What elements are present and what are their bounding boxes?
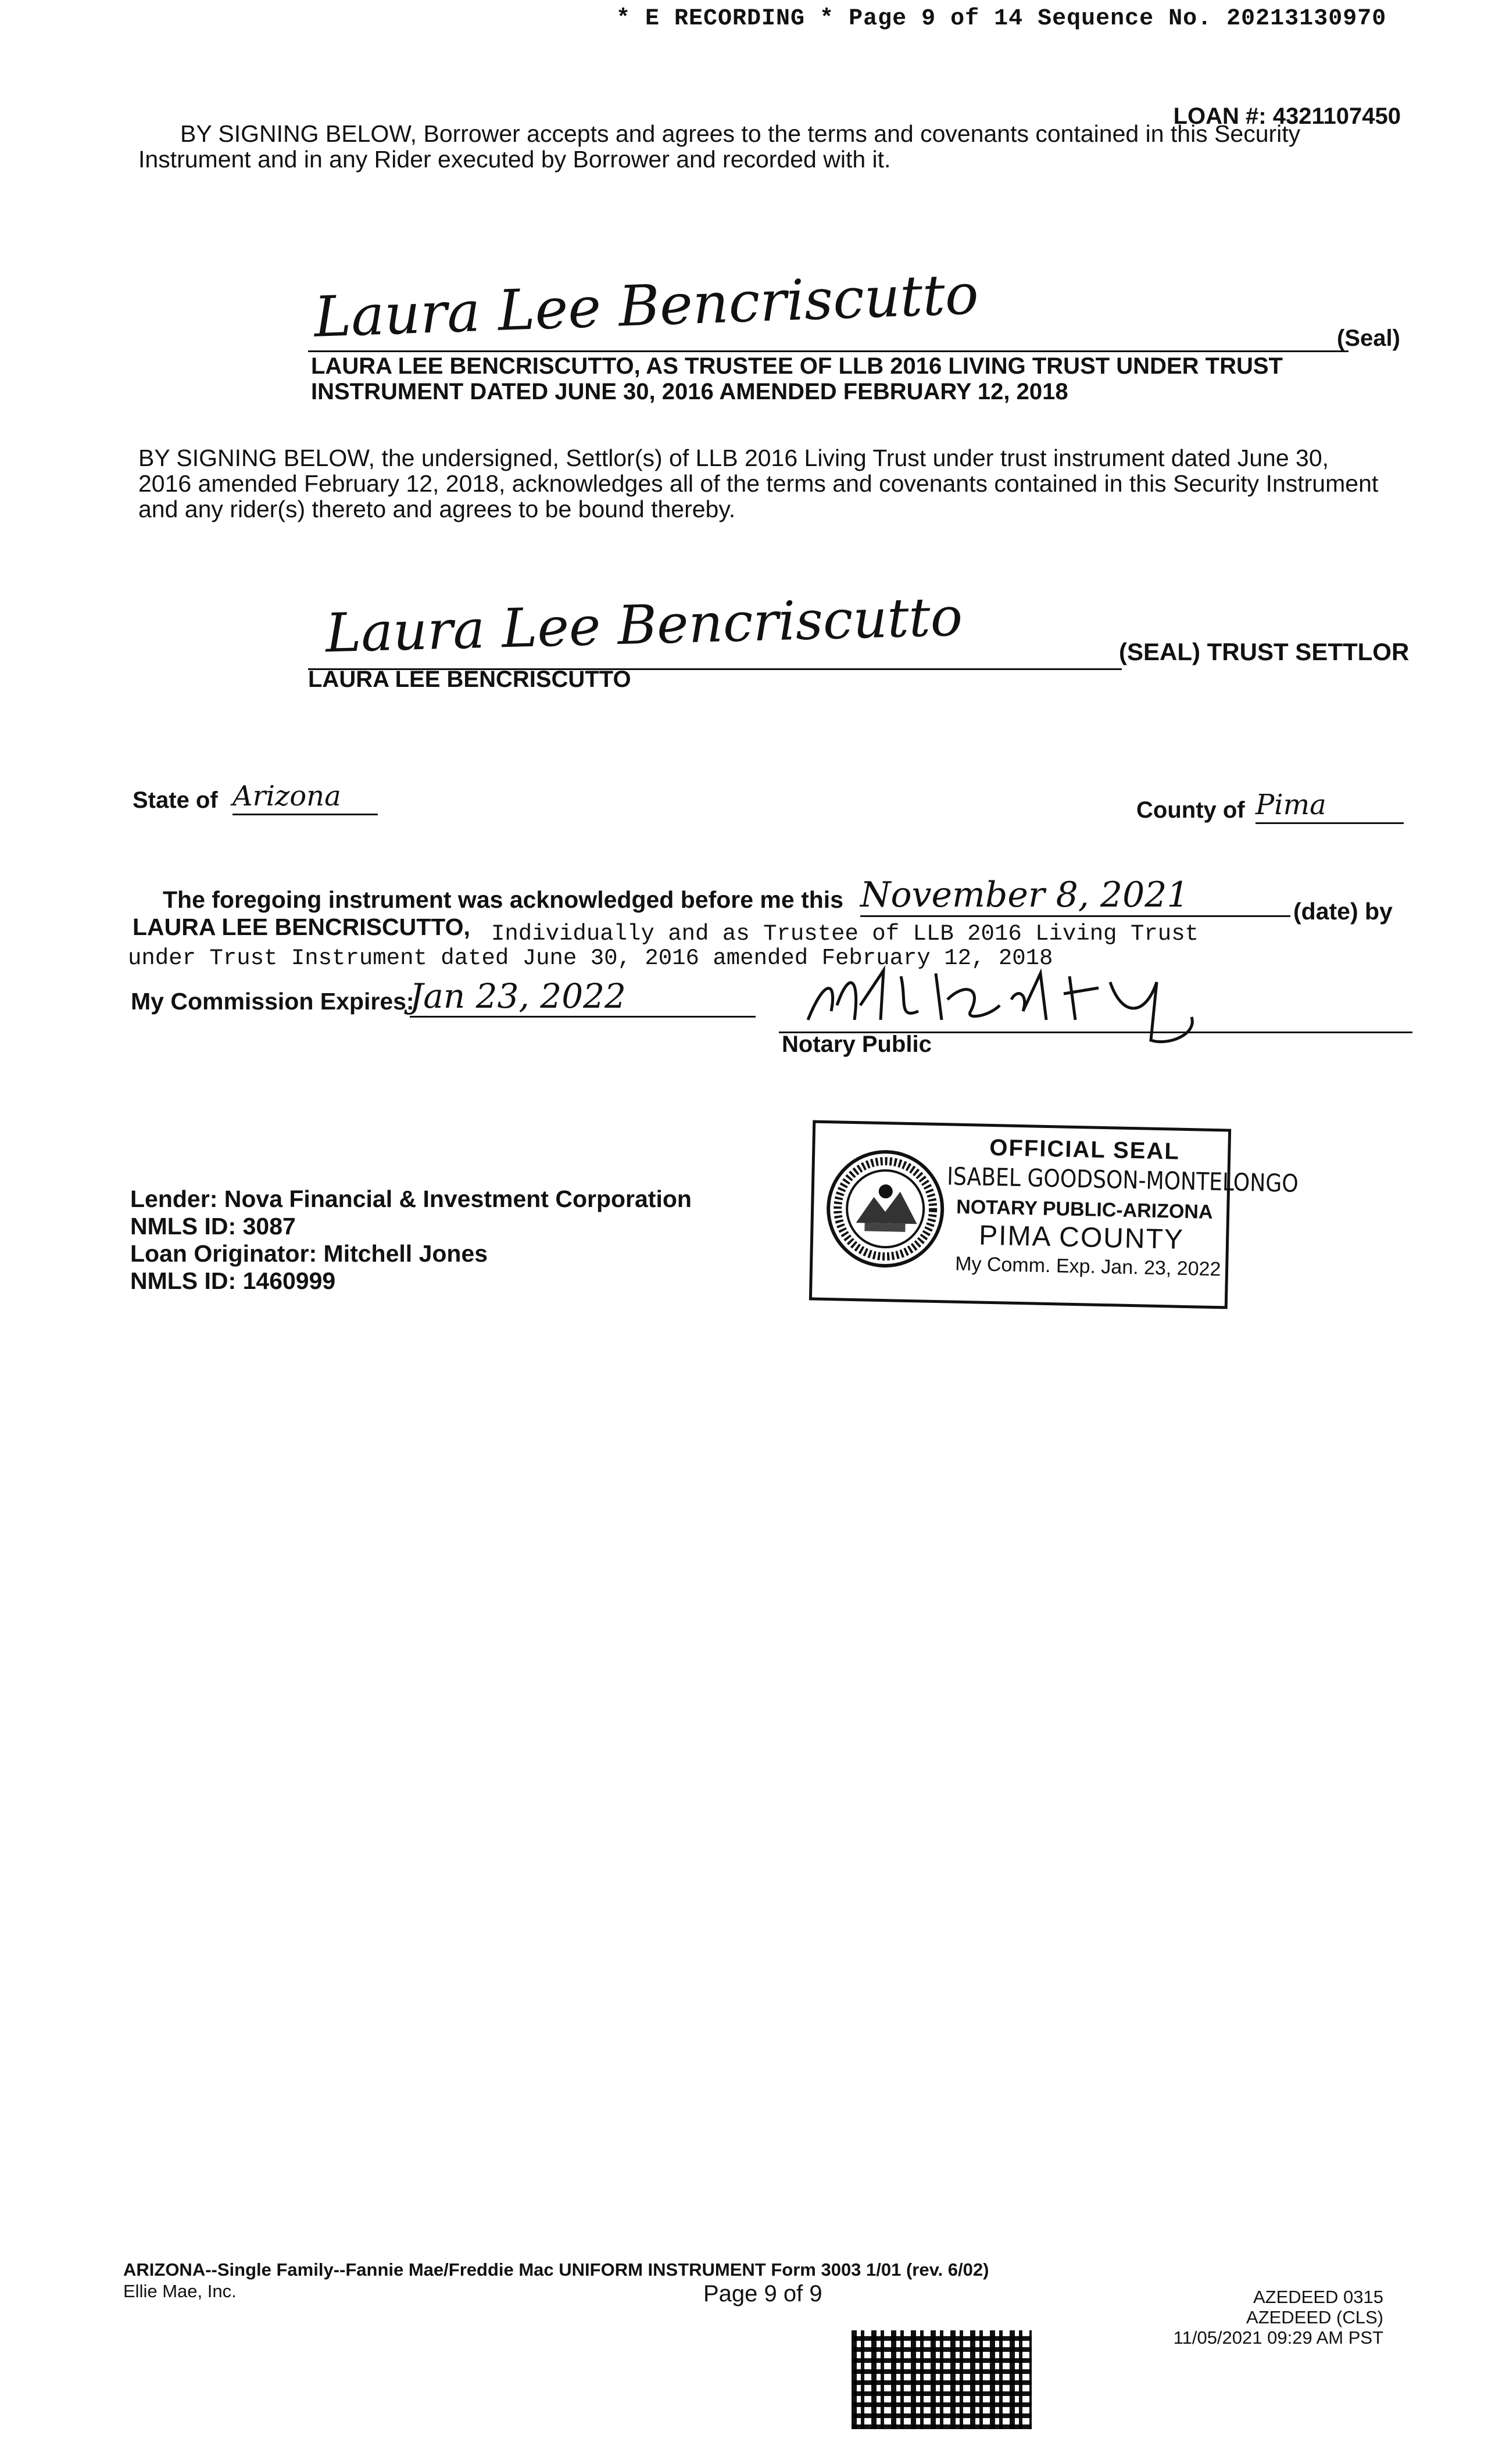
seal-expiry: My Comm. Exp. Jan. 23, 2022	[954, 1252, 1221, 1281]
originator-nmls: NMLS ID: 1460999	[130, 1267, 336, 1294]
loan-number: LOAN #: 4321107450	[1173, 103, 1401, 129]
county-value: Pima	[1256, 789, 1326, 821]
county-field	[1256, 785, 1404, 824]
footer-code2: AZEDEED (CLS)	[1246, 2307, 1383, 2327]
commission-field	[410, 976, 756, 1018]
settlor-signature-text: Laura Lee Bencriscutto	[324, 585, 964, 665]
settlor-signature	[325, 586, 963, 665]
acknowledgment-prefix: The foregoing instrument was acknowledged before me this	[163, 886, 843, 913]
borrower-seal-label: (Seal)	[1337, 325, 1400, 351]
intro-paragraph-line2: Instrument and in any Rider executed by Borrower and recorded with it.	[138, 146, 891, 173]
borrower-name-line2: INSTRUMENT DATED JUNE 30, 2016 AMENDED FEBRUARY 12, 2018	[311, 379, 1068, 404]
borrower-name-line1: LAURA LEE BENCRISCUTTO, AS TRUSTEE OF LLB 2016 LIVING TRUST UNDER TRUST	[311, 353, 1283, 379]
settlor-paragraph-line3: and any rider(s) thereto and agrees to be bound thereby.	[138, 496, 736, 522]
borrower-signature-text: Laura Lee Bencriscutto	[313, 262, 980, 350]
footer-page: Page 9 of 9	[703, 2281, 822, 2307]
recording-header: * E RECORDING * Page 9 of 14 Sequence No. 20213130970	[616, 6, 1387, 32]
acknowledgment-name: LAURA LEE BENCRISCUTTO,	[133, 914, 470, 940]
seal-role: NOTARY PUBLIC-ARIZONA	[956, 1195, 1213, 1223]
footer-code1: AZEDEED 0315	[1253, 2287, 1383, 2307]
acknowledgment-typed-line2: under Trust Instrument dated June 30, 2016 amended February 12, 2018	[128, 946, 1053, 971]
intro-paragraph-line1: BY SIGNING BELOW, Borrower accepts and agrees to the terms and covenants contained in this Security	[180, 120, 1301, 147]
loan-originator: Loan Originator: Mitchell Jones	[130, 1240, 488, 1267]
seal-title: OFFICIAL SEAL	[989, 1134, 1181, 1165]
settlor-seal-label: (SEAL) TRUST SETTLOR	[1119, 638, 1410, 665]
footer-vendor: Ellie Mae, Inc.	[123, 2281, 237, 2301]
acknowledgment-typed-line1: Individually and as Trustee of LLB 2016 Living Trust	[491, 921, 1199, 947]
borrower-signature	[313, 262, 979, 350]
settlor-paragraph-line2: 2016 amended February 12, 2018, acknowledges all of the terms and covenants contained in this Security Instrument	[138, 470, 1379, 497]
state-value: Arizona	[233, 780, 341, 812]
commission-value: Jan 23, 2022	[410, 976, 626, 1016]
county-label: County of	[1136, 797, 1245, 823]
seal-county: PIMA COUNTY	[978, 1220, 1185, 1255]
acknowledgment-suffix: (date) by	[1293, 898, 1393, 925]
footer-timestamp: 11/05/2021 09:29 AM PST	[1173, 2327, 1383, 2348]
lender-name: Lender: Nova Financial & Investment Corporation	[130, 1186, 692, 1212]
seal-notary-name: ISABEL GOODSON-MONTELONGO	[946, 1162, 1299, 1198]
state-label: State of	[133, 787, 218, 813]
notary-signature	[796, 965, 1232, 1034]
state-field	[233, 776, 378, 815]
barcode-image	[852, 2330, 1032, 2429]
acknowledgment-date-field	[860, 875, 1290, 917]
arizona-seal-icon	[823, 1147, 947, 1271]
settlor-name: LAURA LEE BENCRISCUTTO	[308, 667, 631, 692]
notary-public-label: Notary Public	[782, 1032, 932, 1057]
footer-form-line: ARIZONA--Single Family--Fannie Mae/Freddie Mac UNIFORM INSTRUMENT Form 3003 1/01 (rev. 6/02)	[123, 2259, 989, 2280]
commission-label: My Commission Expires:	[131, 988, 414, 1015]
settlor-paragraph-line1: BY SIGNING BELOW, the undersigned, Settlor(s) of LLB 2016 Living Trust under trust instrument dated June 30,	[138, 445, 1329, 471]
acknowledgment-date-value: November 8, 2021	[860, 875, 1189, 915]
lender-nmls: NMLS ID: 3087	[130, 1213, 296, 1240]
borrower-signature-line	[308, 350, 1348, 352]
official-seal	[809, 1120, 1299, 1309]
